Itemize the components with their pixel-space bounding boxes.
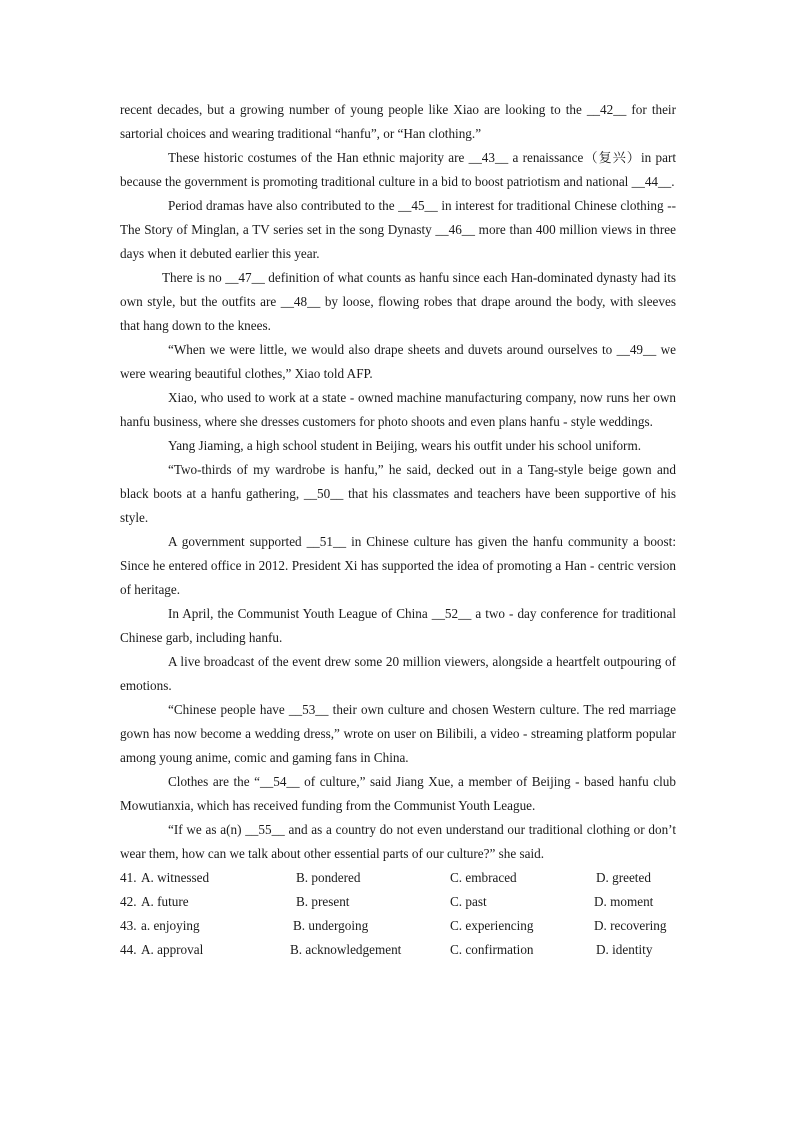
option-a: A. approval bbox=[141, 942, 204, 957]
document-page bbox=[120, 98, 676, 962]
option-c: C. experiencing bbox=[450, 918, 534, 933]
paragraph: recent decades, but a growing number of young people like Xiao are looking to the __42__ for their sartorial choices and wearing traditional “hanfu”, or “Han clothing.” bbox=[120, 102, 676, 141]
option-c: C. confirmation bbox=[450, 942, 534, 957]
question-number: 44. bbox=[120, 942, 137, 957]
option-c: C. past bbox=[450, 894, 487, 909]
option-b: B. present bbox=[296, 894, 350, 909]
option-a: a. enjoying bbox=[141, 918, 200, 933]
passage bbox=[120, 98, 676, 866]
paragraph: Yang Jiaming, a high school student in Beijing, wears his outfit under his school uniform. bbox=[168, 438, 642, 453]
option-a: A. witnessed bbox=[141, 870, 210, 885]
paragraph: “When we were little, we would also drape sheets and duvets around ourselves to __49__ we were wearing beautiful clothes,” Xiao told AFP. bbox=[120, 342, 676, 381]
option-row bbox=[120, 938, 676, 962]
paragraph: These historic costumes of the Han ethnic majority are __43__ a renaissance（复兴）in part because the government is promoting traditional culture in a bid to boost patriotism and national __44__. bbox=[120, 150, 676, 189]
question-number: 43. bbox=[120, 918, 137, 933]
paragraph: Clothes are the “__54__ of culture,” said Jiang Xue, a member of Beijing - based hanfu club Mowutianxia, which has received funding from the Communist Youth League. bbox=[120, 774, 676, 813]
answer-options bbox=[120, 866, 676, 962]
option-b: B. undergoing bbox=[293, 918, 369, 933]
paragraph: “If we as a(n) __55__ and as a country do not even understand our traditional clothing or don’t wear them, how can we talk about other essential parts of our culture?” she said. bbox=[120, 822, 676, 861]
paragraph: Period dramas have also contributed to the __45__ in interest for traditional Chinese clothing -- The Story of Minglan, a TV series set in the song Dynasty __46__ more than 400 million views in three days when it debuted earlier this year. bbox=[120, 198, 676, 261]
option-b: B. acknowledgement bbox=[290, 942, 402, 957]
option-d: D. identity bbox=[596, 942, 653, 957]
option-row bbox=[120, 914, 676, 938]
option-d: D. recovering bbox=[594, 918, 667, 933]
paragraph: “Chinese people have __53__ their own culture and chosen Western culture. The red marriage gown has now become a wedding dress,” wrote on user on Bilibili, a video - streaming platform popular among young anime, comic and gaming fans in China. bbox=[120, 702, 676, 765]
paragraph: In April, the Communist Youth League of China __52__ a two - day conference for traditional Chinese garb, including hanfu. bbox=[120, 606, 676, 645]
option-d: D. moment bbox=[594, 894, 654, 909]
paragraph: Xiao, who used to work at a state - owned machine manufacturing company, now runs her own hanfu business, where she dresses customers for photo shoots and even plans hanfu - style weddings. bbox=[120, 390, 676, 429]
option-c: C. embraced bbox=[450, 870, 517, 885]
paragraph: A live broadcast of the event drew some 20 million viewers, alongside a heartfelt outpouring of emotions. bbox=[120, 654, 676, 693]
option-d: D. greeted bbox=[596, 870, 651, 885]
paragraph: “Two-thirds of my wardrobe is hanfu,” he said, decked out in a Tang-style beige gown and black boots at a hanfu gathering, __50__ that his classmates and teachers have been supportive of his style. bbox=[120, 462, 676, 525]
option-b: B. pondered bbox=[296, 870, 361, 885]
question-number: 41. bbox=[120, 870, 137, 885]
question-number: 42. bbox=[120, 894, 137, 909]
paragraph: A government supported __51__ in Chinese culture has given the hanfu community a boost: Since he entered office in 2012. President Xi has supported the idea of promoting a Han - centric version of heritage. bbox=[120, 534, 676, 597]
option-row bbox=[120, 890, 676, 914]
paragraph: There is no __47__ definition of what counts as hanfu since each Han-dominated dynasty had its own style, but the outfits are __48__ by loose, flowing robes that drape around the body, with sleeves that hang down to the knees. bbox=[120, 270, 676, 333]
option-row bbox=[120, 866, 676, 890]
option-a: A. future bbox=[141, 894, 189, 909]
